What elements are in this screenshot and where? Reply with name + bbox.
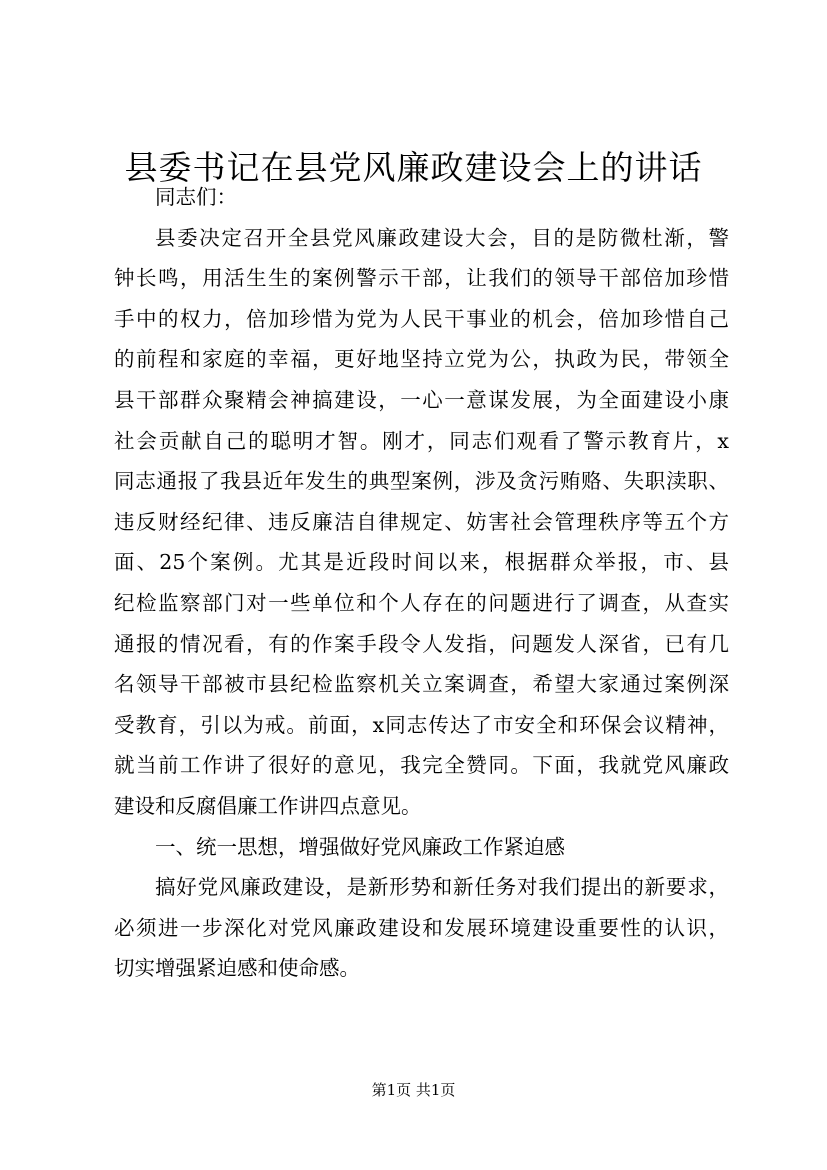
- paragraph1-line: 通报的情况看，有的作案手段令人发指，问题发人深省，已有几: [114, 631, 729, 656]
- document-body: [114, 177, 729, 989]
- section-heading: 一、统一思想，增强做好党风廉政工作紧迫感: [155, 834, 565, 859]
- paragraph2-line: 必须进一步深化对党风廉政建设和发展环境建设重要性的认识，: [114, 915, 729, 940]
- paragraph1-line: 钟长鸣，用活生生的案例警示干部，让我们的领导干部倍加珍惜: [114, 266, 729, 291]
- page-footer: 第1页 共1页: [371, 1081, 456, 1099]
- paragraph1-line: 违反财经纪律、违反廉洁自律规定、妨害社会管理秩序等五个方: [114, 509, 729, 534]
- paragraph1-line: 县干部群众聚精会神搞建设，一心一意谋发展，为全面建设小康: [114, 387, 729, 412]
- paragraph1-line: 建设和反腐倡廉工作讲四点意见。: [114, 793, 422, 818]
- paragraph1-line: 面、25个案例。尤其是近段时间以来，根据群众举报，市、县: [114, 550, 729, 575]
- paragraph1-line: 就当前工作讲了很好的意见，我完全赞同。下面，我就党风廉政: [114, 753, 729, 778]
- paragraph1-line: 社会贡献自己的聪明才智。刚才，同志们观看了警示教育片，x: [114, 428, 729, 453]
- paragraph1-line: 名领导干部被市县纪检监察机关立案调查，希望大家通过案例深: [114, 672, 729, 697]
- paragraph1-line: 纪检监察部门对一些单位和个人存在的问题进行了调查，从查实: [114, 590, 729, 615]
- paragraph1-line: 手中的权力，倍加珍惜为党为人民干事业的机会，倍加珍惜自己: [114, 306, 729, 331]
- paragraph2-line: 搞好党风廉政建设，是新形势和新任务对我们提出的新要求，: [155, 875, 729, 900]
- paragraph1-line: 县委决定召开全县党风廉政建设大会，目的是防微杜渐，警: [155, 225, 729, 250]
- paragraph1-line: 同志通报了我县近年发生的典型案例，涉及贪污贿赂、失职渎职、: [114, 469, 729, 494]
- paragraph1-line: 的前程和家庭的幸福，更好地坚持立党为公，执政为民，带领全: [114, 347, 729, 372]
- paragraph2-line: 切实增强紧迫感和使命感。: [114, 956, 360, 981]
- paragraph1-line: 受教育，引以为戒。前面，x同志传达了市安全和环保会议精神，: [114, 712, 729, 737]
- document-title: 县委书记在县党风廉政建设会上的讲话: [124, 148, 703, 187]
- greeting: 同志们：: [155, 185, 237, 209]
